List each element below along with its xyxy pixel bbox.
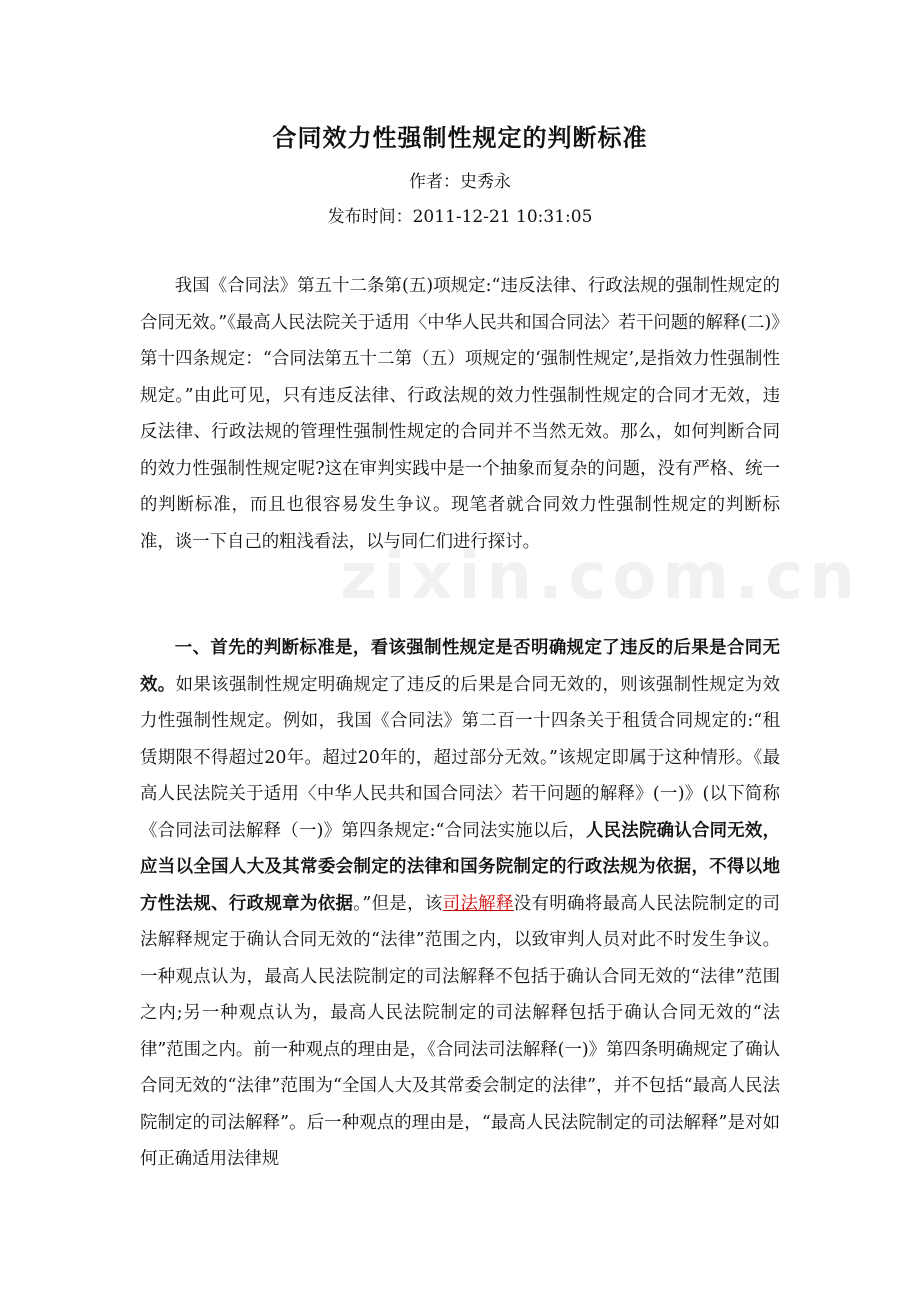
watermark: zixin.com.cn [340, 540, 861, 614]
paragraph-text-b: 。”但是，该 [353, 893, 443, 914]
section-heading: 一、首先的判断标准是，看该强制性规定是否明确规定了违反的后果是合同无效。 [140, 638, 780, 695]
publish-date-line: 发布时间：2011-12-21 10:31:05 [327, 207, 593, 227]
paragraph-first-standard [140, 630, 780, 1178]
bold-quote: 人民法院确认合同无效，应当以全国人大及其常委会制定的法律和国务院制定的行政法规为依据，不得以地方性法规、行政规章为依据 [140, 820, 780, 914]
paragraph-text-c: 没有明确将最高人民法院制定的司法解释规定于确认合同无效的“法律”范围之内，以致审判人员对此不时发生争议。一种观点认为，最高人民法院制定的司法解释不包括于确认合同无效的“法律”范围之内;另一种观点认为，最高人民法院制定的司法解释包括于确认合同无效的“法律”范围之内。前一种观点的理由是，《合同法司法解释(一)》第四条明确规定了确认合同无效的“法律”范围为“全国人大及其常委会制定的法律”，并不包括“最高人民法院制定的司法解释”。后一种观点的理由是，“最高人民法院制定的司法解释”是对如何正确适用法律规 [140, 893, 780, 1169]
author-line: 作者：史秀永 [409, 172, 511, 192]
document-title: 合同效力性强制性规定的判断标准 [272, 123, 648, 152]
paragraph-text-a: 如果该强制性规定明确规定了违反的后果是合同无效的，则该强制性规定为效力性强制性规定。例如，我国《合同法》第二百一十四条关于租赁合同规定的:“租赁期限不得超过20年。超过20年的，超过部分无效。”该规定即属于这种情形。《最高人民法院关于适用〈中华人民共和国合同法〉若干问题的解释》(一)》(以下简称《合同法司法解释（一)》第四条规定:“合同法实施以后， [140, 674, 780, 841]
judicial-interpretation-link[interactable]: 司法解释 [442, 893, 514, 914]
paragraph-intro-text: 我国《合同法》第五十二条第(五)项规定:“违反法律、行政法规的强制性规定的合同无效。”《最高人民法院关于适用〈中华人民共和国合同法〉若干问题的解释(二)》第十四条规定：“合同法第五十二第（五）项规定的‘强制性规定’,是指效力性强制性规定。”由此可见，只有违反法律、行政法规的效力性强制性规定的合同才无效，违反法律、行政法规的管理性强制性规定的合同并不当然无效。那么，如何判断合同的效力性强制性规定呢?这在审判实践中是一个抽象而复杂的问题，没有严格、统一的判断标准，而且也很容易发生争议。现笔者就合同效力性强制性规定的判断标准，谈一下自己的粗浅看法，以与同仁们进行探讨。 [140, 276, 780, 552]
paragraph-intro [140, 268, 780, 560]
